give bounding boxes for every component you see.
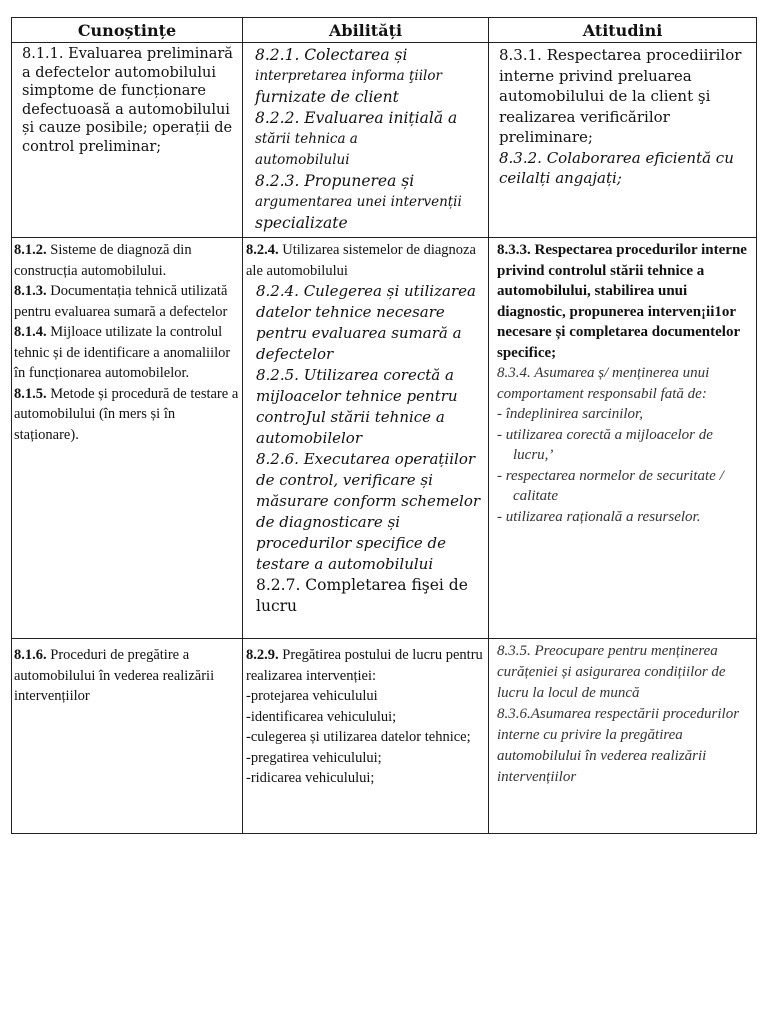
knowledge-cell — [12, 639, 243, 834]
skill-8-2-4 — [246, 240, 486, 281]
skill-8-2-3-line3: specializate — [255, 214, 348, 232]
item-number: 8.1.2. — [14, 242, 47, 258]
item-number: 8.1.4. — [14, 324, 47, 340]
attitude-list-item: - îndeplinirea sarcinilor, — [497, 406, 643, 422]
knowledge-8-1-1: 8.1.1. Evaluarea preliminară a defectelor automobilului simptome de funcționare defectuoasă a automobilului și cauze posibile; operații de control preliminar; — [22, 46, 233, 155]
item-text: Documentația tehnică utilizată pentru evaluarea sumară a defectelor — [14, 283, 228, 320]
attitudes-cell — [489, 639, 757, 834]
attitude-list-item: - utilizarea corectă a mijloacelor de lucru,’ — [497, 426, 713, 463]
knowledge-8-1-5 — [14, 384, 240, 446]
attitude-8-3-4: 8.3.4. Asumarea ș/ menținerea unui comportament responsabil fată de: — [497, 365, 710, 402]
skill-8-2-3-line1: 8.2.3. Propunerea și — [255, 172, 415, 190]
skill-8-2-2-line3: automobilului — [255, 152, 350, 168]
knowledge-cell — [12, 43, 243, 238]
skill-8-2-5: 8.2.5. Utilizarea corectă a mijloacelor tehnice pentru controJul stării tehnice a automobilelor — [256, 366, 458, 447]
header-knowledge: Cunoștințe — [12, 18, 243, 43]
skill-list-item: -protejarea vehiculului — [246, 688, 378, 704]
attitude-list-item: - respectarea normelor de securitate / calitate — [497, 467, 724, 504]
skill-list-item: -pregatirea vehiculului; — [246, 749, 382, 766]
skill-8-2-1-line2: interpretarea informa ţiilor — [255, 68, 442, 84]
item-number: 8.1.6. — [14, 647, 47, 663]
header-row — [12, 18, 757, 43]
skills-cell — [243, 238, 489, 639]
header-attitudes: Atitudini — [489, 18, 757, 43]
skill-8-2-2-line2: stării tehnica a — [255, 131, 358, 147]
knowledge-8-1-6 — [14, 645, 240, 707]
item-number: 8.1.5. — [14, 385, 47, 402]
item-number: 8.1.3. — [14, 283, 47, 299]
skill-list-item: -culegerea și utilizarea datelor tehnice; — [246, 729, 471, 745]
skill-8-2-1-line3: furnizate de client — [255, 88, 399, 106]
skill-8-2-3-line2: argumentarea unei intervenții — [255, 194, 462, 210]
header-skills: Abilități — [243, 18, 489, 43]
skill-list-item: -ridicarea vehiculului; — [246, 770, 375, 786]
skills-cell — [243, 43, 489, 238]
attitude-8-3-1: 8.3.1. Respectarea procediirilor interne privind preluarea automobilului de la client şi realizarea verificărilor preliminare; — [499, 46, 742, 146]
skills-cell — [243, 639, 489, 834]
table-row — [12, 238, 757, 639]
knowledge-8-1-4 — [14, 322, 240, 384]
item-text: Utilizarea sistemelor de diagnoza ale automobilului — [246, 242, 476, 279]
skill-8-2-6: 8.2.6. Executarea operațiilor de control, verificare și măsurare conform schemelor de diagnosticare și procedurilor specifice de testare a automobilului — [256, 450, 481, 573]
skill-list-item: -identificarea vehiculului; — [246, 708, 397, 725]
attitude-8-3-2: 8.3.2. Colaborarea eficientă cu ceilalți angajați; — [499, 148, 734, 187]
skill-8-2-9 — [246, 645, 486, 686]
attitudes-cell — [489, 238, 757, 639]
table-row — [12, 43, 757, 238]
competency-table-document — [11, 17, 756, 834]
item-text: Metode și procedură de testare a automobilului (în mers și în staționare). — [14, 385, 239, 443]
attitude-8-3-3: 8.3.3. Respectarea procedurilor interne privind controlul stării tehnice a automobilului, stabilirea unui diagnostic, propunerea interven¡ii1or necesare și completarea documentelor specifice; — [497, 242, 747, 361]
attitudes-cell — [489, 43, 757, 238]
attitude-list-item: - utilizarea rațională a resurselor. — [497, 508, 701, 525]
attitude-8-3-6: 8.3.6.Asumarea respectării procedurilor interne cu privire la pregătirea automobilului în vederea realizării intervențiilor — [497, 706, 740, 785]
knowledge-cell — [12, 238, 243, 639]
item-text: Sisteme de diagnoză din construcția automobilului. — [14, 242, 192, 279]
skill-8-2-7: 8.2.7. Completarea fişei de lucru — [256, 576, 468, 615]
skill-8-2-4-b: 8.2.4. Culegerea și utilizarea datelor tehnice necesare pentru evaluarea sumară a defectelor — [256, 282, 476, 363]
skill-8-2-2-line1: 8.2.2. Evaluarea inițială a — [255, 109, 458, 127]
item-text: Pregătirea postului de lucru pentru realizarea intervenției: — [246, 647, 483, 684]
knowledge-8-1-3 — [14, 281, 240, 322]
knowledge-8-1-2 — [14, 240, 240, 281]
competency-table — [11, 17, 757, 834]
skill-8-2-1-line1: 8.2.1. Colectarea și — [255, 46, 408, 64]
item-number: 8.2.9. — [246, 647, 279, 663]
attitude-8-3-5: 8.3.5. Preocupare pentru menținerea curățeniei și asigurarea condițiilor de lucru la locul de muncă — [497, 643, 726, 701]
item-text: Proceduri de pregătire a automobilului în vederea realizării intervențiilor — [14, 647, 215, 704]
item-number: 8.2.4. — [246, 242, 279, 258]
item-text: Mijloace utilizate la controlul tehnic și de identificare a anomaliilor în funcționarea automobilelor. — [14, 324, 231, 381]
table-row — [12, 639, 757, 834]
